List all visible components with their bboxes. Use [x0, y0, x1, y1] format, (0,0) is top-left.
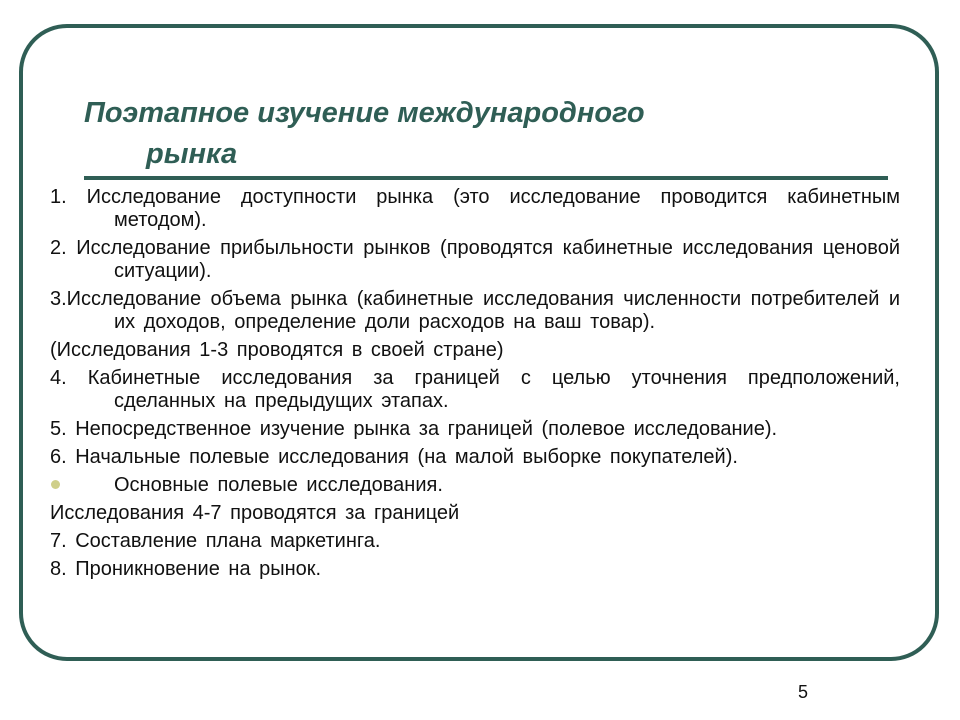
- slide-number: 5: [798, 682, 809, 702]
- list-item-7: 7. Составление плана маркетинга.: [50, 530, 381, 552]
- list-note-1-3: (Исследования 1-3 проводятся в своей стране): [50, 339, 504, 361]
- list-item-bullet: [50, 474, 900, 497]
- list-item-8: 8. Проникновение на рынок.: [50, 558, 322, 580]
- list-item-1: 1. Исследование доступности рынка (это исследование проводится кабинетным методом).: [50, 186, 900, 231]
- title-underline: [84, 176, 888, 180]
- list-item-bullet-text: Основные полевые исследования.: [114, 474, 443, 496]
- list-item-3: 3.Исследование объема рынка (кабинетные исследования численности потребителей и их доходов, определение доли расходов на ваш товар).: [50, 288, 900, 333]
- list-item-2: 2. Исследование прибыльности рынков (проводятся кабинетные исследования ценовой ситуации).: [50, 237, 900, 282]
- slide-title-line1: Поэтапное изучение международного: [84, 97, 645, 129]
- bullet-dot-icon: [51, 480, 60, 489]
- content-list: [50, 186, 900, 586]
- slide-title-line2: рынка: [146, 138, 238, 170]
- list-note-4-7: Исследования 4-7 проводятся за границей: [50, 502, 460, 524]
- slide-title: [84, 93, 864, 175]
- list-item-6: 6. Начальные полевые исследования (на малой выборке покупателей).: [50, 446, 738, 468]
- list-item-5: 5. Непосредственное изучение рынка за границей (полевое исследование).: [50, 418, 778, 440]
- list-item-4: 4. Кабинетные исследования за границей с целью уточнения предположений, сделанных на предыдущих этапах.: [50, 367, 900, 412]
